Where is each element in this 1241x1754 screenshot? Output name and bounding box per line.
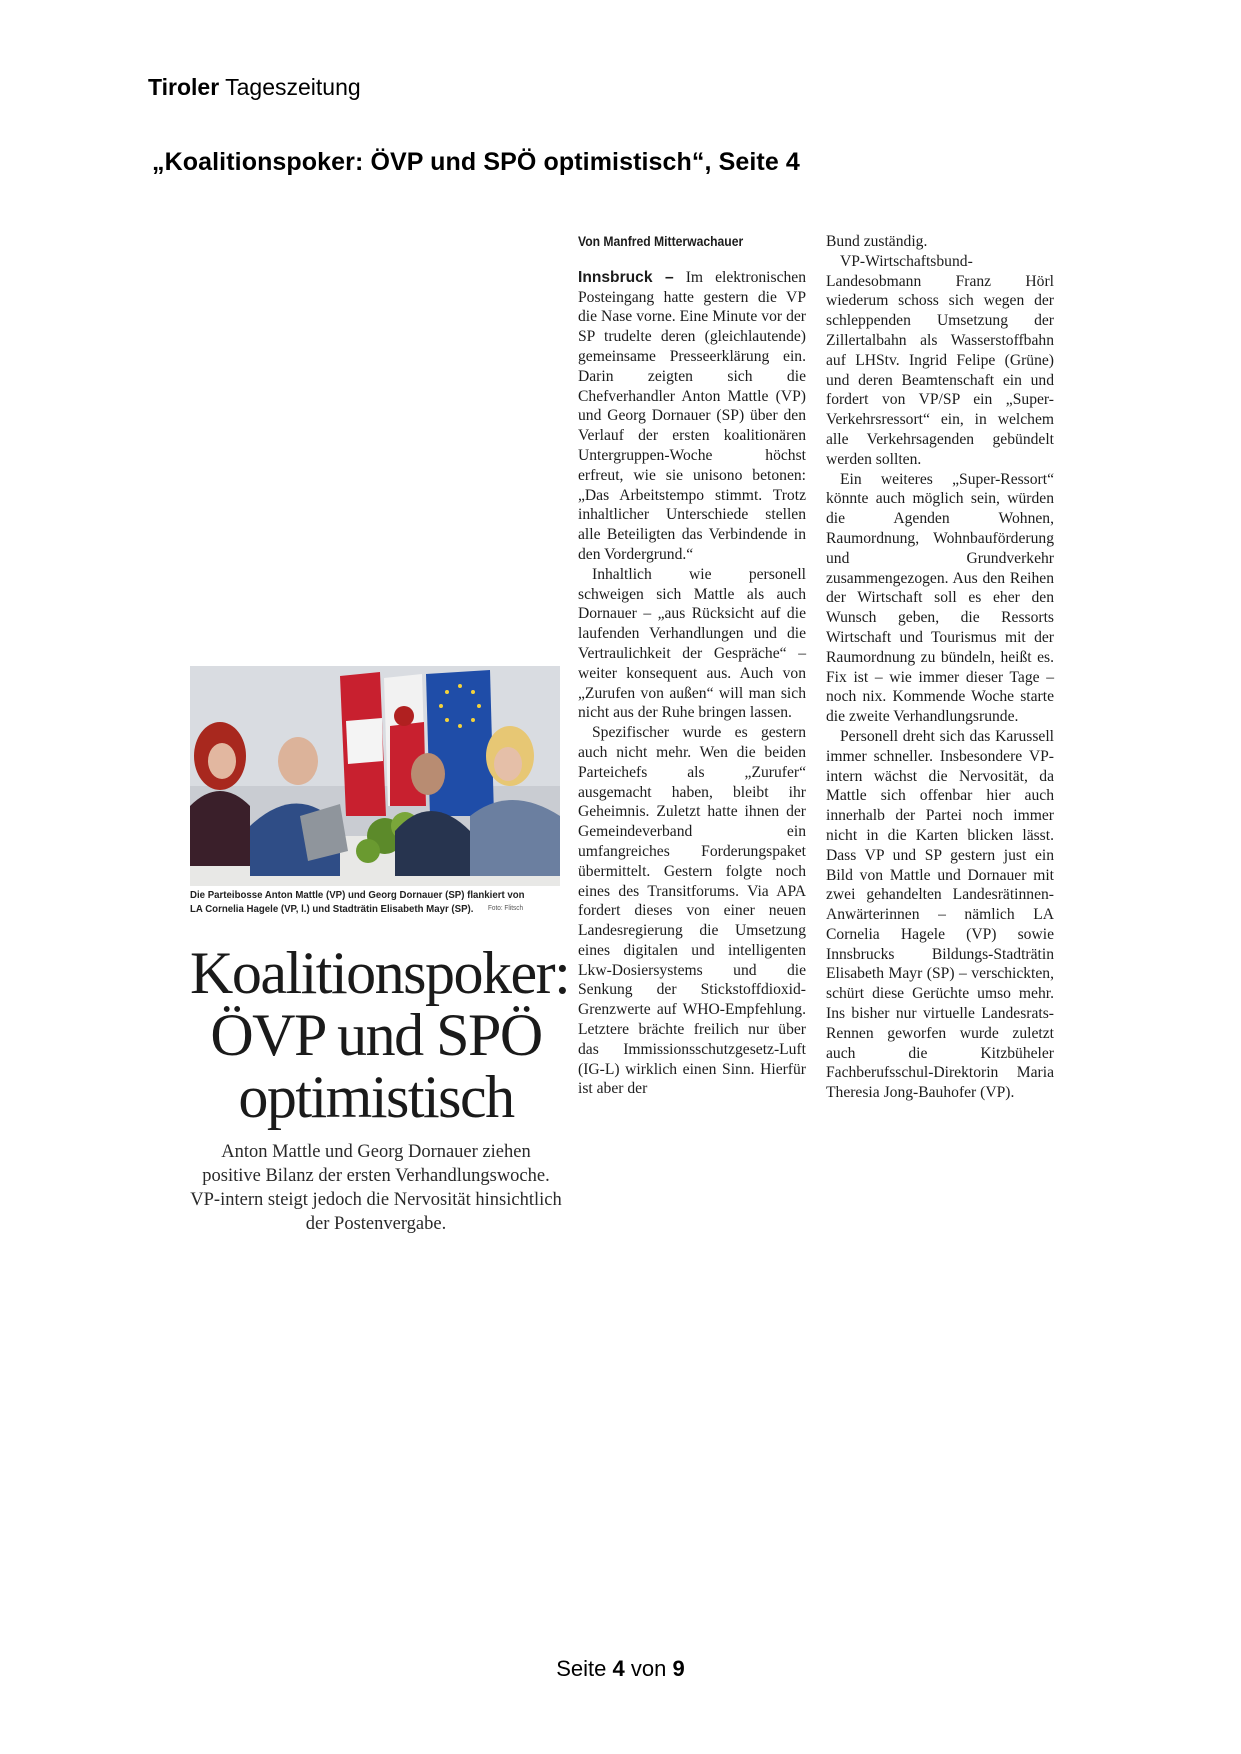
footer-middle: von: [630, 1656, 667, 1681]
page-footer: [0, 1656, 1241, 1682]
photo-caption: [190, 888, 530, 916]
footer-page-total: 9: [672, 1656, 685, 1681]
article-paragraph: Ein weiteres „Super-Ressort“ könnte auch möglich sein, würden die Agenden Wohnen, Raumordnung, Wohnbauförderung und Grundverkehr zusammengezogen. Aus den Reihen der Wirtschaft soll es eher den Wunsch geben, die Ressorts Wirtschaft und Tourismus mit der Raumordnung zu bündeln, heißt es. Fix ist – wie immer dieser Tage – noch nix. Kommende Woche starte die zweite Verhandlungsrunde.: [826, 470, 1054, 726]
article-paragraph: Personell dreht sich das Karussell immer schneller. Insbesondere VP-intern wächst die Nervosität, da Mattle sich offenbar hier auch innerhalb der Partei noch immer nicht in die Karten blicken lässt. Dass VP und SP gestern just ein Bild von Mattle und Dornauer mit zwei gehandelten Landesrätinnen-Anwärterinnen – nämlich LA Cornelia Hagele (VP) sowie Innsbrucks Bildungs-Stadträtin Elisabeth Mayr (SP) – verschickten, schürt diese Gerüchte umso mehr. Ins bisher nur virtuelle Landesrats-Rennen geworfen wurde zuletzt auch die Kitzbüheler Fachberufsschul-Direktorin Maria Theresia Jong-Bauhofer (VP).: [826, 727, 1054, 1102]
article-headline: Koalitionspoker: ÖVP und SPÖ optimistisch: [190, 940, 570, 1130]
article-paragraph: Bund zuständig.: [826, 233, 928, 250]
publication-name-bold: Tiroler: [148, 74, 220, 100]
newspaper-clipping: [190, 228, 1062, 1238]
article-author: Von Manfred Mitterwachauer: [578, 234, 744, 249]
document-title: „Koalitionspoker: ÖVP und SPÖ optimistisch“, Seite 4: [152, 148, 800, 176]
article-photo: [190, 666, 560, 886]
footer-page-number: 4: [612, 1656, 625, 1681]
article-paragraph: Spezifischer wurde es gestern auch nicht mehr. Wen die beiden Parteichefs als „Zurufer“ ausgemacht haben, bleibt ihr Geheimnis. Zuletzt hatte ihnen der Gemeindeverband ein umfangreiches Forderungspaket übermittelt. Gestern folgte noch eines des Transitforums. Via APA fordert dieses von einer neuen Landesregierung die Umsetzung eines digitalen und intelligenten Lkw-Dosiersystems und die Senkung der Stickstoffdioxid-Grenzwerte auf WHO-Empfehlung. Letztere brächte freilich nur über das Immissionsschutzgesetz-Luft (IG-L) wirklich einen Sinn. Hierfür ist aber der: [578, 724, 806, 1098]
article-dateline: Innsbruck –: [578, 268, 674, 286]
article-column-1: [578, 232, 806, 1099]
photo-caption-text: Die Parteibosse Anton Mattle (VP) und Georg Dornauer (SP) flankiert von LA Cornelia Hagele (VP, l.) und Stadträtin Elisabeth Mayr (SP).: [190, 889, 525, 915]
article-teaser: Anton Mattle und Georg Dornauer ziehen positive Bilanz der ersten Verhandlungswoche. VP-intern steigt jedoch die Nervosität hinsichtlich der Postenvergabe.: [190, 1142, 562, 1234]
article-paragraph: [578, 268, 806, 565]
footer-prefix: Seite: [556, 1656, 607, 1681]
article-paragraph-text: Im elektronischen Posteingang hatte gestern die VP die Nase vorne. Eine Minute vor der SP trudelte deren (gleichlautende) gemeinsame Presseerklärung ein. Darin zeigten sich die Chefverhandler Anton Mattle (VP) und Georg Dornauer (SP) über den Verlauf der ersten koalitionären Untergruppen-Woche höchst erfreut, wie sie unisono betonen: „Das Arbeitstempo stimmt. Trotz inhaltlicher Unterschiede stellen alle Beteiligten das Verbindende in den Vordergrund.“: [578, 268, 807, 563]
article-column-2: [826, 232, 1054, 1103]
publication-name: [148, 74, 361, 101]
article-paragraph: VP-Wirtschaftsbund-Landesobmann Franz Hörl wiederum schoss sich wegen der schleppenden Umsetzung der Zillertalbahn als Wasserstoffbahn auf LHStv. Ingrid Felipe (Grüne) und deren Beamtenschaft ein und fordert von VP/SP ein „Super-Verkehrsressort“ ein, in welchem alle Verkehrsagenden gebündelt werden sollten.: [826, 252, 1054, 468]
publication-name-rest: Tageszeitung: [225, 74, 361, 100]
article-paragraph: Inhaltlich wie personell schweigen sich Mattle als auch Dornauer – „aus Rücksicht auf die laufenden Verhandlungen und die Vertraulichkeit der Gespräche“ – weiter konsequent aus. Auch von „Zurufen von außen“ will man sich nicht aus der Ruhe bringen lassen.: [578, 565, 806, 722]
photo-credit: Foto: Flitsch: [487, 905, 524, 912]
